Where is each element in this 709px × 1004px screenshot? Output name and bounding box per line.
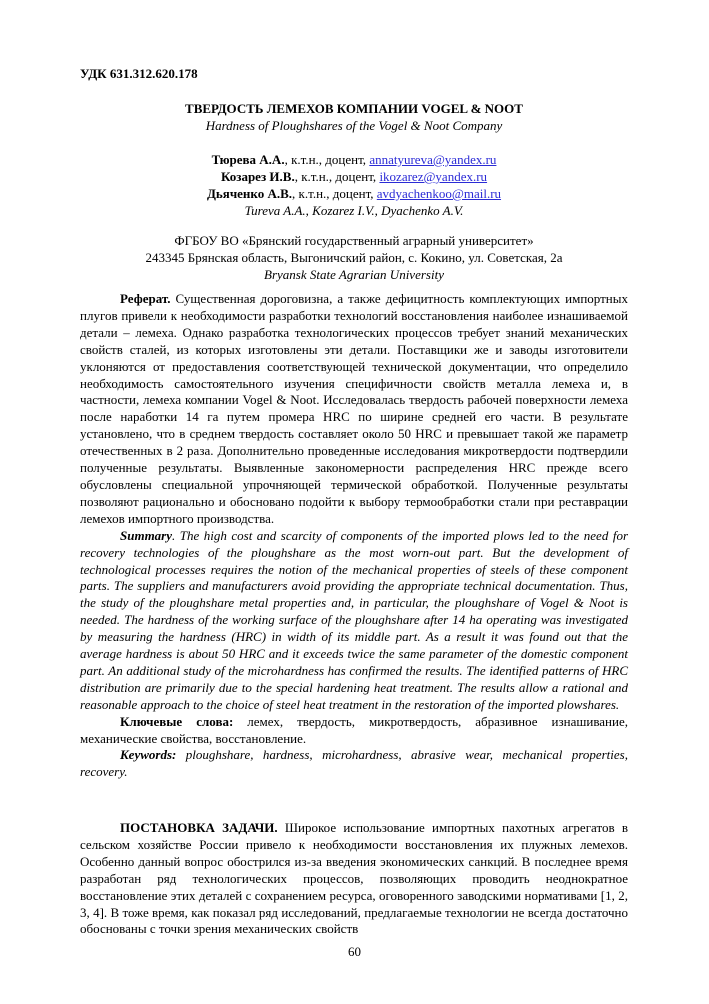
author-degree: , к.т.н., доцент,	[292, 186, 377, 201]
affiliation-name: ФГБОУ ВО «Брянский государственный аграрный университет»	[174, 233, 534, 248]
section-paragraph	[80, 820, 628, 938]
affiliation	[80, 232, 628, 266]
author-degree: , к.т.н., доцент,	[294, 169, 380, 184]
author-line	[80, 185, 628, 202]
affiliation-address: 243345 Брянская область, Выгоничский район, с. Кокино, ул. Советская, 2а	[145, 250, 563, 265]
keywords-en-text: ploughshare, hardness, microhardness, abrasive wear, mechanical properties, recovery.	[80, 747, 628, 780]
affiliation-english: Bryansk State Agrarian University	[264, 267, 444, 282]
paper-title-en: Hardness of Ploughshares of the Vogel & Noot Company	[205, 118, 503, 133]
section-heading: ПОСТАНОВКА ЗАДАЧИ.	[120, 820, 278, 835]
keywords-en	[80, 747, 628, 781]
author-name: Козарез И.В.	[220, 169, 295, 184]
abstract-en	[80, 528, 628, 714]
author-email-link[interactable]: avdyachenkoo@mail.ru	[376, 186, 502, 201]
author-degree: , к.т.н., доцент,	[284, 152, 370, 167]
abstract-ru	[80, 291, 628, 528]
authors-english: Tureva A.A., Kozarez I.V., Dyachenko A.V.	[244, 203, 464, 218]
paper-title: ТВЕРДОСТЬ ЛЕМЕХОВ КОМПАНИИ VOGEL & NOOT	[185, 101, 523, 116]
author-line	[80, 168, 628, 185]
author-line	[80, 151, 628, 168]
keywords-label: Ключевые слова:	[120, 713, 234, 729]
author-email-link[interactable]: ikozarez@yandex.ru	[379, 169, 488, 184]
author-name: Дьяченко А.В.	[206, 186, 293, 201]
problem-statement-section	[80, 820, 628, 938]
section-text: Широкое использование импортных пахотных агрегатов в сельском хозяйстве России привело к необходимости восстановления их плужных лемехов. Особенно данный вопрос обострился из-за введения экономических санкций. В последнее время разработан ряд технологических процессов, позволяющих проводить неоднократное восстановление этих деталей с сохранением ресурса, оговоренного заводскими нормативами [1, 2, 3, 4]. В тоже время, как показал ряд исследований, предлагаемые технологии не всегда достаточно обоснованы с точки зрения механических свойств	[80, 820, 629, 937]
author-name: Тюрева А.А.	[211, 152, 285, 167]
abstract-section	[80, 291, 628, 781]
summary-text: . The high cost and scarcity of components of the imported plows led to the need for recovery technologies of the ploughshare as the most worn-out part. But the development of technological processes requires the notion of the mechanical properties of steels of these component parts. The suppliers and manufacturers avoid providing the appropriate technical documentation. Thus, the study of the ploughshare metal properties and, in particular, the ploughshare of Vogel & Noot is needed. The hardness of the working surface of the ploughshare after 14 ha operating was investigated by measuring the hardness (HRC) in width of its middle part. As a result it was found out that the average hardness is about 50 HRC and it exceeds twice the same parameter of the domestic component part. An additional study of the microhardness has confirmed the results. The identified patterns of HRC distribution are primarily due to the special hardening heat treatment. The results allow a rational and reasonable approach to the choice of steel heat treatment in the restoration of the imported plowshares.	[80, 527, 628, 712]
page-number: 60	[348, 944, 361, 959]
udc-code: УДК 631.312.620.178	[80, 66, 198, 81]
keywords-ru	[80, 714, 628, 748]
author-email-link[interactable]: annatyureva@yandex.ru	[369, 152, 497, 167]
abstract-label: Реферат.	[120, 291, 171, 306]
summary-label: Summary	[120, 527, 173, 543]
keywords-text: лемех, твердость, микротвердость, абразивное изнашивание, механические свойства, восстановление.	[80, 713, 628, 746]
keywords-en-label: Keywords:	[120, 747, 177, 763]
author-list	[80, 151, 628, 202]
abstract-text: Существенная дороговизна, а также дефицитность комплектующих импортных плугов привели к необходимости разработки технологий восстановления наиболее изнашиваемой детали – лемеха. Однако разработка технологических процессов требует знаний механических свойств сталей, из которых изготовлены эти детали. Поставщики же и заводы изготовители уклоняются от предоставления соответствующей технической документации, что определило необходимость самостоятельного изучения специфичности свойств металла лемеха и, в частности, лемеха компании Vogel & Noot. Исследовалась твердость рабочей поверхности лемеха после наработки 14 га путем промера HRC по ширине средней его части. В результате установлено, что в среднем твердость составляет около 50 HRC и превышает такой же параметр отечественных в 2 раза. Дополнительно проведенные исследования микротвердости подтвердили полученные результаты. Выявленные закономерности распределения HRC прежде всего обусловлены специальной упрочняющей термической обработкой. Полученные результаты позволяют рационально и обосновано подойти к выбору термообработки стали при реставрации лемехов импортного производства.	[80, 291, 628, 526]
